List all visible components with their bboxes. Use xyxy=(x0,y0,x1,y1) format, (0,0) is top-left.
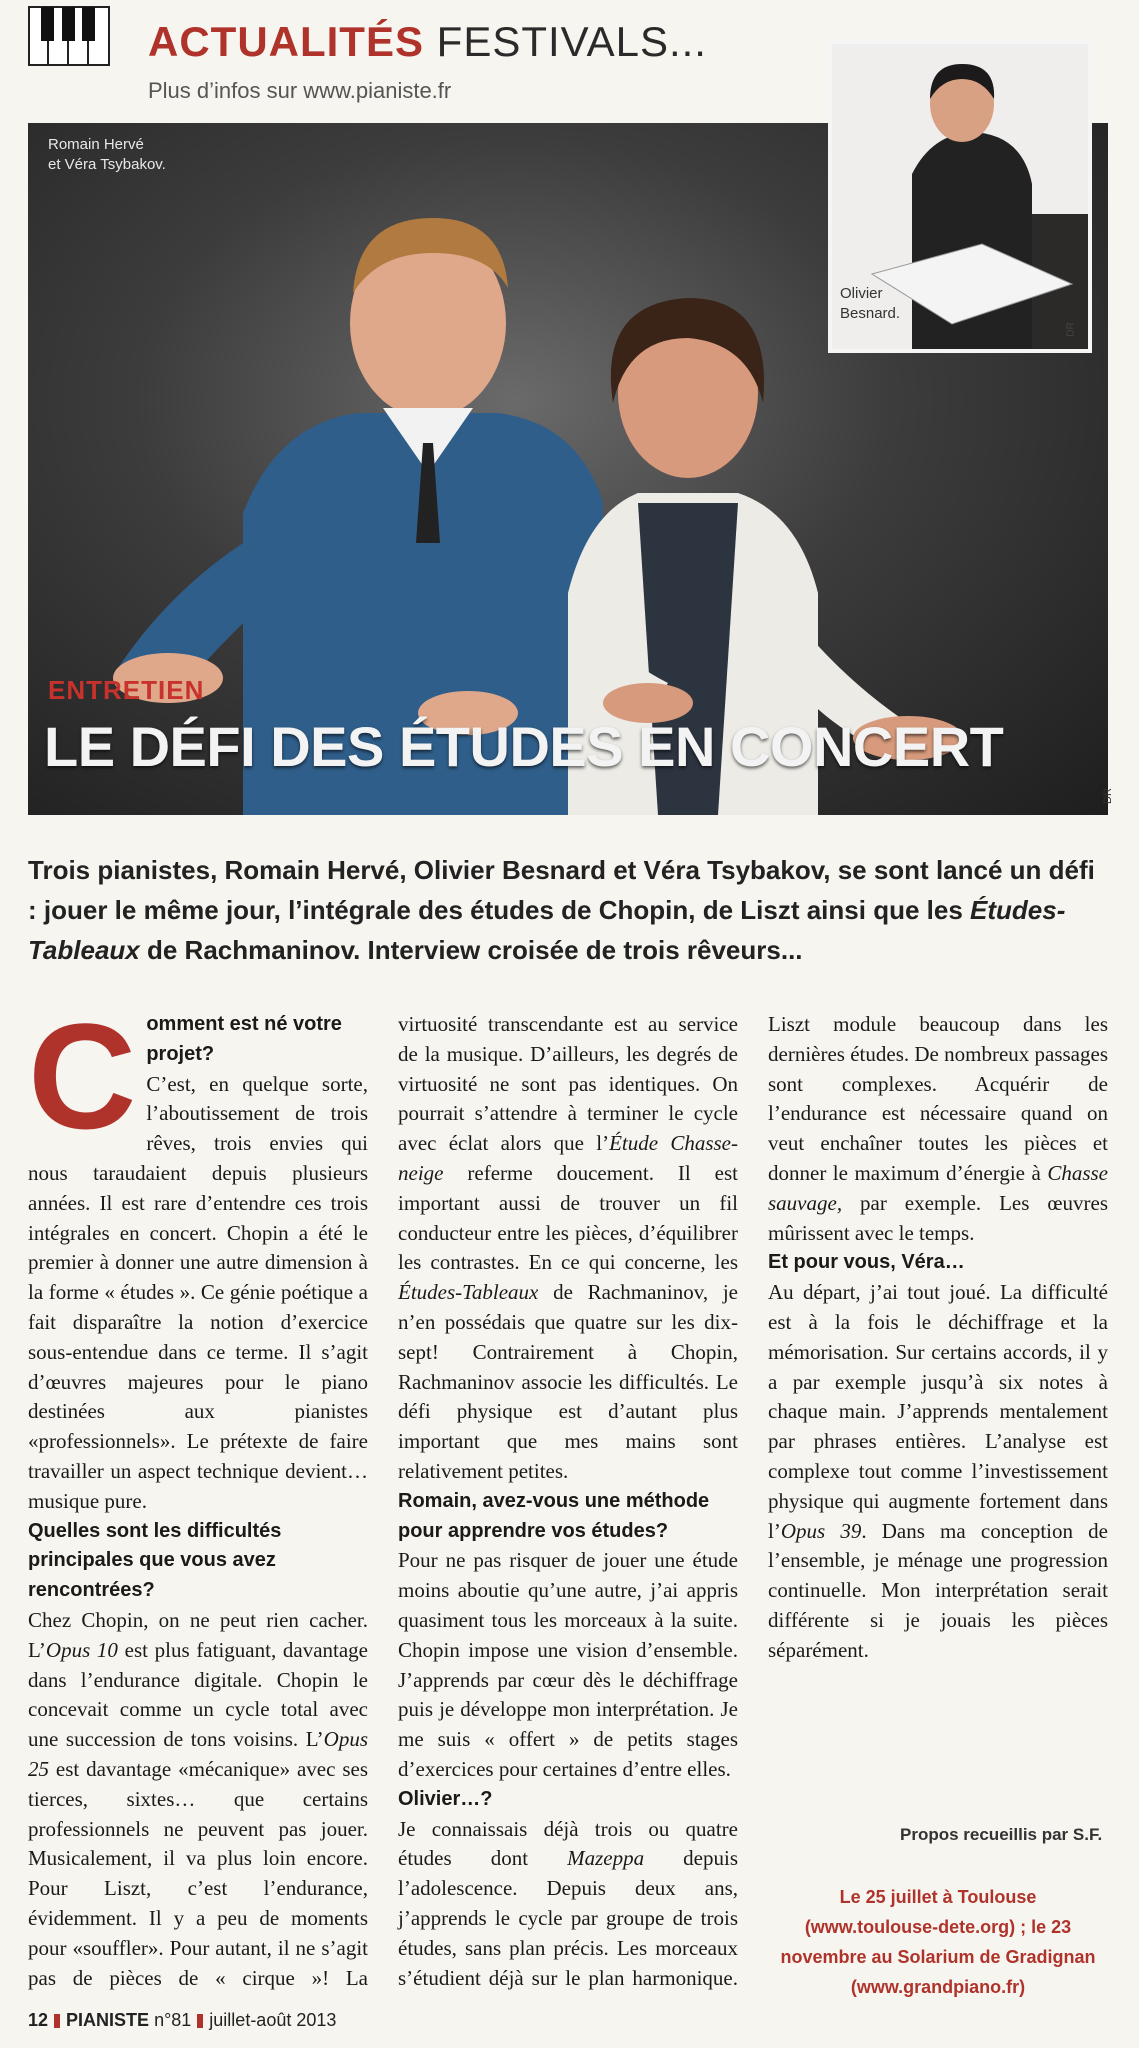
section-title-rest: FESTIVALS... xyxy=(436,18,707,65)
drop-cap-flow: C xyxy=(28,992,137,1160)
answer-2-text-3: est davantage «mécanique» avec ses tierces, sixtes… que certains professionnels ne peuvent pas jouer. Musicalement, il va plus loin encore. Pour Liszt, c’est l’endurance, évidemment. Il y a peu de moments pour «souffler». Pour autant, il ne s’agit pas de pièces de « cirque »! La virtuosité transcendante est au service de la musique. D’ailleurs, les degrés de virtuosité ne sont pas identiques. On pourrait s’attendre à terminer le cycle avec éclat alors que l’ xyxy=(28,1012,738,1990)
question-3: Romain, avez-vous une méthode pour apprendre vos études? xyxy=(398,1489,710,1542)
answer-4-text-3: par exemple. Les œuvres mûrissent avec le temps. xyxy=(768,1190,1108,1245)
section-subtitle: Plus d’infos sur www.pianiste.fr xyxy=(148,78,452,103)
interview-credit: Propos recueillis par S.F. xyxy=(900,1825,1103,1844)
answer-4-text-2: depuis l’adolescence. Depuis deux ans, j’apprends le cycle par groupe de trois études, sans plan précis. Les morceaux s’étudient déjà sur le plan harmonique. Liszt module beaucoup dans les dernières études. De nombreux passages sont complexes. Acquérir de l’endurance est nécessaire quand on veut enchaîner toutes les pièces et donner le maximum d’énergie à xyxy=(398,1012,1108,1990)
answer-3: Pour ne pas risquer de jouer une étude moins aboutie qu’une autre, j’ai appris quasiment tous les morceaux à la suite. Chopin impose une vision d’ensemble. J’apprends par cœur dès le déchiffrage puis je développe mon interprétation. Je me suis « offert » de petits stages d’exercices pour certaines d’entre elles. xyxy=(398,1548,738,1781)
section-title xyxy=(148,18,707,66)
answer-2-text-2: est plus fatiguant, davantage dans l’endurance digitale. Chopin le concevait comme un cycle total avec une succession de tons voisins. L’ xyxy=(28,1637,369,1752)
question-5: Et pour vous, Véra… xyxy=(768,1251,965,1274)
article-body-flow xyxy=(28,992,1108,2010)
magazine-name: PIANISTE xyxy=(66,2010,150,2030)
article-headline: LE DÉFI DES ÉTUDES EN CONCERT xyxy=(44,715,1004,778)
issue-number: n°81 xyxy=(154,2010,192,2030)
intro-text-2: de Rachmaninov. Interview croisée de trois rêveurs... xyxy=(139,935,803,965)
mazeppa: Mazeppa xyxy=(567,1846,645,1871)
answer-2-text-4: referme doucement. Il est important aussi de trouver un fil conducteur entre les pièces, d’équilibrer les contrastes. En ce qui concerne, les xyxy=(398,1160,738,1275)
concert-dates: Le 25 juillet à Toulouse (www.toulouse-dete.org) ; le 23 novembre au Solarium de Gradignan (www.grandpiano.fr) xyxy=(780,1887,1096,1997)
intro-italic: Études-Tableaux xyxy=(28,895,1066,965)
piano-keys-logo xyxy=(28,6,110,66)
answer-5 xyxy=(768,1278,1108,1665)
photo-credit: DR xyxy=(1101,788,1114,804)
page-number: 12 xyxy=(28,2010,49,2030)
footer-separator xyxy=(54,2014,60,2028)
article-kicker: ENTRETIEN xyxy=(48,675,205,705)
opus-39: Opus 39 xyxy=(780,1518,862,1543)
etudes-tableaux: Études-Tableaux xyxy=(398,1280,539,1305)
inset-caption: Olivier Besnard. xyxy=(840,285,901,322)
question-4: Olivier…? xyxy=(398,1787,493,1810)
page-footer xyxy=(28,2010,336,2031)
intro-text-1: Trois pianistes, Romain Hervé, Olivier Besnard et Véra Tsybakov, se sont lancé un défi : jouer le même jour, l’intégrale des études de Chopin, de Liszt ainsi que les xyxy=(28,855,1095,925)
question-2-flow: Quelles sont les difficultés principales que vous avez rencontrées? xyxy=(28,1519,282,1602)
opus-25: Opus 25 xyxy=(28,1727,368,1781)
answer-5-text-1: Au départ, j’ai tout joué. La difficulté est à la fois le déchiffrage et la mémorisation. Sur certains accords, il y a par exemple jusqu’à six notes à chaque main. J’apprends mentalement par phrases entières. L’analyse est complexe tout comme l’investissement physique qui augmente fortement dans l’ xyxy=(768,1280,1108,1543)
answer-1-flow: C’est, en quelque sorte, l’aboutissement de trois rêves, trois envies qui nous taraudaient depuis plusieurs années. Il est rare d’entendre ces trois intégrales en concert. Chopin a été le premier à donner une autre dimension à la forme « études ». Ce génie poétique a fait disparaître la notion d’exercice sous-entendue dans ce terme. Il s’agit d’œuvres majeures pour le piano destinées aux pianistes «professionnels». Le prétexte de faire travailler un aspect technique devient… musique pure. xyxy=(28,1071,368,1513)
footer-separator-2 xyxy=(197,2014,203,2028)
answer-4-text-1: Je connaissais déjà trois ou quatre études dont xyxy=(398,1816,738,1871)
photo-caption: Romain Hervé et Véra Tsybakov. xyxy=(48,136,166,173)
section-title-accent: ACTUALITÉS xyxy=(148,18,424,65)
answer-2-text-5: de Rachmaninov, je n’en possédais que quatre sur les dix-sept! Contrairement à Chopin, Rachmaninov associe les difficultés. Le défi physique est d’autant plus important que mes mains sont relativement petites. xyxy=(398,1280,738,1483)
issue-date: juillet-août 2013 xyxy=(209,2010,337,2030)
answer-2-text-1: Chez Chopin, on ne peut rien cacher. L’ xyxy=(28,1607,368,1662)
inset-photo xyxy=(828,40,1092,353)
chasse-sauvage: Chasse sauvage, xyxy=(768,1160,1108,1215)
etude-chasse-neige: Étude Chasse-neige xyxy=(398,1131,738,1185)
question-1-flow: omment est né votre projet? xyxy=(146,1013,342,1065)
opus-10: Opus 10 xyxy=(45,1637,118,1662)
inset-credit: DR xyxy=(1065,322,1077,337)
article-intro xyxy=(28,850,1108,970)
answer-5-text-2: . Dans ma conception de l’ensemble, je ménage une progression continuelle. Mon interprétation serait différente si je jouais les pièces séparément. xyxy=(768,1518,1108,1662)
